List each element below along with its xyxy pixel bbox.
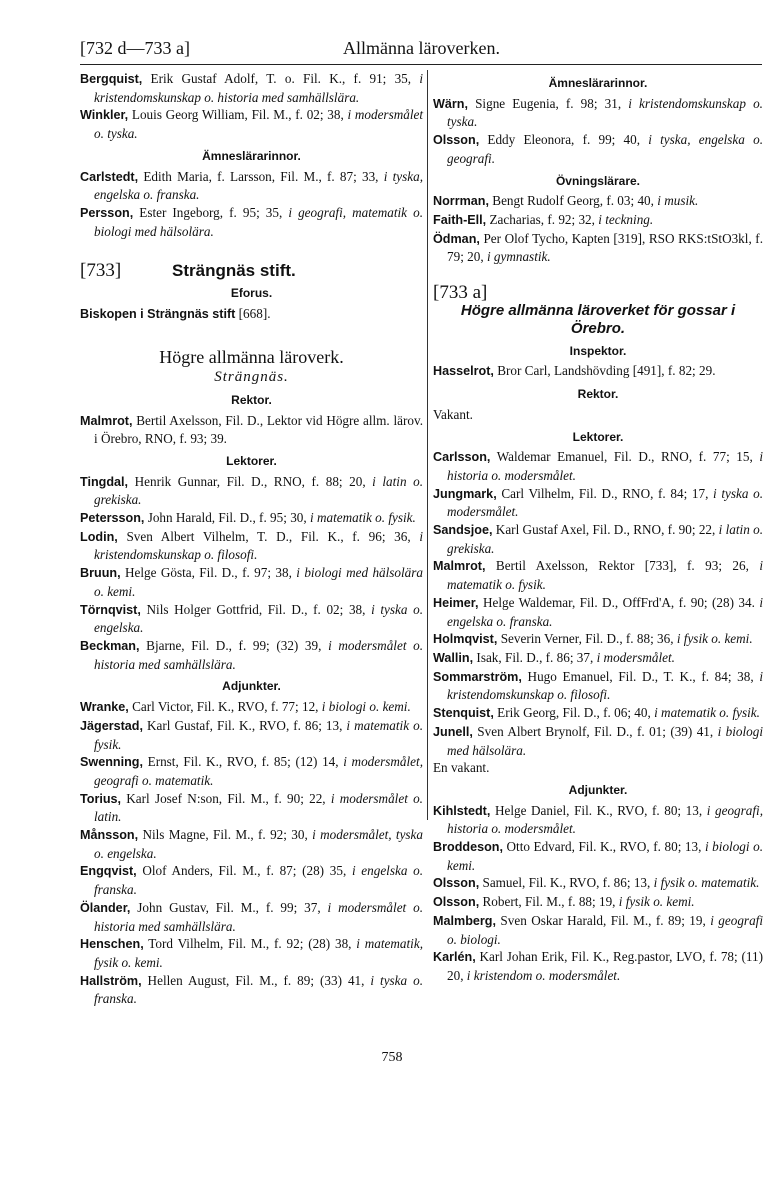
entry-subjects: i historia o. modersmålet. bbox=[447, 449, 763, 483]
entry-details: Otto Edvard, Fil. K., RVO, f. 80; 13, bbox=[502, 839, 705, 855]
directory-entry bbox=[433, 362, 763, 381]
entry-subjects: i modersmålet o. historia med samhällslära. bbox=[94, 899, 423, 934]
entry-subjects: i modersmålet o. tyska. bbox=[94, 107, 423, 142]
entry-name: Wallin, bbox=[433, 650, 474, 665]
entry-details: Signe Eugenia, f. 98; 31, bbox=[467, 95, 629, 111]
entry-subjects: i matematik o. fysik. bbox=[309, 510, 416, 526]
directory-entry bbox=[433, 485, 763, 521]
entry-details: Louis Georg William, Fil. M., f. 02; 38, bbox=[128, 107, 348, 123]
plain-text: En vakant. bbox=[433, 760, 490, 776]
entry-name: Sommarström, bbox=[433, 669, 522, 684]
entry-name: Jägerstad, bbox=[80, 718, 143, 733]
entry-subjects: i biologi med hälsolära. bbox=[447, 723, 764, 758]
directory-entry bbox=[433, 131, 763, 167]
entry-name: Swenning, bbox=[80, 755, 143, 770]
entry-subjects: i fysik o. matematik. bbox=[653, 875, 760, 891]
entry-name: Carlsson, bbox=[433, 450, 491, 465]
entry-details: Sven Albert Vilhelm, T. D., Fil. K., f. 96; 36, bbox=[117, 528, 420, 544]
entry-subjects: i matematik, fysik o. kemi. bbox=[94, 936, 423, 970]
entry-details: Helge Waldemar, Fil. D., OffFrd'A, f. 90; (28) 34. bbox=[478, 594, 760, 610]
entry-subjects: i modersmålet. bbox=[596, 649, 675, 665]
entry-details: Nils Magne, Fil. M., f. 92; 30, bbox=[138, 827, 313, 843]
entry-subjects: i musik. bbox=[657, 193, 699, 209]
entry-name: Tingdal, bbox=[80, 474, 129, 489]
entry-subjects: i tyska o. engelska. bbox=[94, 601, 423, 636]
entry-details: Sven Oskar Harald, Fil. M., f. 89; 19, bbox=[495, 912, 711, 928]
directory-entry bbox=[433, 630, 763, 649]
directory-entry bbox=[80, 168, 423, 204]
section-heading: Adjunkter. bbox=[222, 679, 281, 694]
header-section-range: [732 d—733 a] bbox=[80, 38, 190, 58]
entry-subjects: i engelska o. franska. bbox=[447, 594, 763, 629]
entry-name: Carlstedt, bbox=[80, 169, 139, 184]
entry-details: Karl Gustaf Axel, Fil. D., RNO, f. 90; 22, bbox=[492, 522, 719, 538]
entry-details: Severin Verner, Fil. D., f. 88; 36, bbox=[497, 631, 677, 647]
entry-name: Henschen, bbox=[80, 937, 144, 952]
entry-details: Bengt Rudolf Georg, f. 03; 40, bbox=[488, 193, 658, 209]
entry-name: Holmqvist, bbox=[433, 632, 498, 647]
entry-subjects: i modersmålet, tyska o. engelska. bbox=[94, 827, 423, 861]
entry-name: Beckman, bbox=[80, 638, 140, 653]
column-divider bbox=[427, 70, 428, 820]
entry-details: Carl Vilhelm, Fil. D., RNO, f. 84; 17, bbox=[496, 485, 714, 501]
directory-entry bbox=[80, 935, 423, 971]
entry-details: Bertil Axelsson, Rektor [733], f. 93; 26, bbox=[485, 558, 760, 574]
directory-entry bbox=[80, 790, 423, 826]
entry-name: Olsson, bbox=[433, 133, 480, 148]
entry-subjects: i engelska o. franska. bbox=[94, 863, 423, 898]
running-header bbox=[80, 38, 760, 64]
entry-name: Broddeson, bbox=[433, 840, 503, 855]
entry-details: Nils Holger Gottfrid, Fil. D., f. 02; 38, bbox=[140, 601, 372, 617]
entry-subjects: i latin o. grekiska. bbox=[447, 522, 763, 556]
directory-entry bbox=[433, 230, 763, 266]
plain-text: Vakant. bbox=[433, 406, 473, 422]
directory-entry bbox=[433, 448, 763, 484]
directory-entry bbox=[433, 838, 763, 874]
directory-entry bbox=[80, 826, 423, 862]
entry-details: Ester Ingeborg, f. 95; 35, bbox=[133, 204, 289, 220]
page-number: 758 bbox=[381, 1050, 403, 1065]
entry-name: Malmberg, bbox=[433, 913, 496, 928]
entry-name: Junell, bbox=[433, 724, 473, 739]
directory-entry bbox=[433, 649, 763, 668]
entry-details: John Gustav, Fil. M., f. 99; 37, bbox=[130, 899, 328, 915]
entry-name: Stenquist, bbox=[433, 706, 494, 721]
entry-details: Eddy Eleonora, f. 99; 40, bbox=[479, 132, 649, 148]
entry-subjects: i kristendomskunskap o. historia med samhällslära. bbox=[94, 71, 423, 105]
directory-entry bbox=[433, 893, 763, 912]
entry-details: Karl Josef N:son, Fil. M., f. 90; 22, bbox=[121, 790, 331, 806]
directory-entry bbox=[80, 637, 423, 673]
entry-name: Ölander, bbox=[80, 900, 131, 915]
entry-name: Jungmark, bbox=[433, 486, 497, 501]
diocese-title: Strängnäs stift. bbox=[172, 261, 296, 281]
directory-entry bbox=[80, 204, 423, 240]
entry-subjects: i fysik o. kemi. bbox=[618, 894, 695, 910]
section-heading: Rektor. bbox=[577, 387, 619, 402]
entry-subjects: i tyska, engelska o. franska. bbox=[94, 168, 423, 203]
entry-subjects: i teckning. bbox=[598, 211, 654, 227]
entry-subjects: i tyska o. franska. bbox=[94, 972, 423, 1007]
section-heading: Inspektor. bbox=[569, 343, 627, 358]
entry-subjects: i modersmålet, geografi o. matematik. bbox=[94, 754, 423, 788]
header-rule bbox=[80, 64, 762, 65]
directory-entry bbox=[80, 601, 423, 637]
entry-details: Bjarne, Fil. D., f. 99; (32) 39, bbox=[139, 637, 329, 653]
directory-entry bbox=[433, 211, 763, 230]
section-heading: Adjunkter. bbox=[568, 782, 628, 797]
directory-entry bbox=[80, 70, 423, 106]
directory-entry bbox=[433, 95, 763, 131]
directory-entry bbox=[80, 862, 423, 898]
entry-name: Sandsjoe, bbox=[433, 523, 493, 538]
entry-subjects: i modersmålet o. historia med samhällslära. bbox=[94, 637, 423, 672]
section-heading: Lektorer. bbox=[226, 453, 277, 468]
entry-subjects: i biologi o. kemi. bbox=[447, 839, 763, 873]
entry-details: Ernst, Fil. K., RVO, f. 85; (12) 14, bbox=[142, 754, 344, 770]
entry-details: [668]. bbox=[235, 305, 271, 321]
entry-name: Hallström, bbox=[80, 973, 142, 988]
entry-subjects: i matematik o. fysik. bbox=[447, 558, 763, 593]
entry-details: Sven Albert Brynolf, Fil. D., f. 01; (39) 41, bbox=[472, 723, 718, 739]
directory-entry bbox=[433, 874, 763, 893]
diocese-heading bbox=[80, 262, 423, 280]
entry-name: Månsson, bbox=[80, 828, 139, 843]
entry-details: Per Olof Tycho, Kapten [319], RSO RKS:tStO3kl, f. 79; 20, bbox=[447, 230, 763, 265]
entry-details: Robert, Fil. M., f. 88; 19, bbox=[479, 894, 619, 910]
entry-name: Norrman, bbox=[433, 194, 489, 209]
entry-subjects: i kristendomskunskap o. tyska. bbox=[447, 95, 763, 130]
entry-details: Samuel, Fil. K., RVO, f. 86; 13, bbox=[479, 875, 654, 891]
entry-name: Heimer, bbox=[433, 595, 479, 610]
directory-entry bbox=[433, 192, 763, 211]
school-location: Strängnäs. bbox=[214, 369, 289, 386]
entry-name: Olsson, bbox=[433, 876, 480, 891]
directory-entry bbox=[80, 473, 423, 509]
directory-entry bbox=[433, 521, 763, 557]
entry-subjects: i biologi med hälsolära o. kemi. bbox=[94, 565, 424, 599]
directory-entry bbox=[80, 305, 423, 324]
entry-details: Edith Maria, f. Larsson, Fil. M., f. 87; 33, bbox=[138, 168, 384, 184]
entry-name: Hasselrot, bbox=[433, 364, 494, 379]
entry-details: Henrik Gunnar, Fil. D., RNO, f. 88; 20, bbox=[128, 473, 373, 489]
entry-subjects: i biologi o. kemi. bbox=[321, 699, 411, 715]
directory-entry bbox=[80, 564, 423, 600]
right-column bbox=[433, 70, 763, 985]
entry-name: Malmrot, bbox=[433, 559, 486, 574]
entry-subjects: i geografi, matematik o. biologi med hälsolära. bbox=[94, 204, 423, 239]
entry-subjects: i latin o. grekiska. bbox=[94, 473, 424, 508]
entry-subjects: i kristendomskunskap o. filosofi. bbox=[447, 668, 763, 703]
entry-details: John Harald, Fil. D., f. 95; 30, bbox=[144, 510, 310, 526]
entry-name: Olsson, bbox=[433, 895, 480, 910]
directory-entry bbox=[433, 557, 763, 593]
entry-details: Bertil Axelsson, Fil. D., Lektor vid Högre allm. lärov. i Örebro, RNO, f. 93; 39. bbox=[94, 412, 423, 447]
entry-name: Törnqvist, bbox=[80, 602, 141, 617]
entry-name: Malmrot, bbox=[80, 413, 133, 428]
entry-subjects: i geografi, historia o. modersmålet. bbox=[447, 802, 763, 837]
entry-name: Biskopen i Strängnäs stift bbox=[80, 306, 236, 321]
entry-name: Engqvist, bbox=[80, 864, 137, 879]
directory-entry bbox=[80, 509, 423, 528]
entry-name: Wärn, bbox=[433, 96, 468, 111]
entry-name: Bruun, bbox=[80, 566, 121, 581]
entry-subjects: i fysik o. kemi. bbox=[676, 631, 753, 647]
entry-name: Kihlstedt, bbox=[433, 803, 491, 818]
entry-name: Winkler, bbox=[80, 108, 129, 123]
section-number: [733] bbox=[80, 260, 122, 282]
entry-subjects: i matematik o. fysik. bbox=[94, 717, 423, 752]
entry-name: Bergquist, bbox=[80, 72, 143, 86]
entry-subjects: i kristendom o. modersmålet. bbox=[466, 967, 621, 983]
directory-entry bbox=[433, 912, 763, 948]
entry-name: Karlén, bbox=[433, 950, 476, 965]
entry-details: Waldemar Emanuel, Fil. D., RNO, f. 77; 15, bbox=[490, 449, 760, 465]
section-heading: Ämneslärarinnor. bbox=[202, 148, 301, 163]
school-title: Högre allmänna läroverket för gossar i Örebro. bbox=[460, 301, 736, 337]
left-column bbox=[80, 70, 423, 1008]
school-title: Högre allmänna läroverk. bbox=[159, 347, 344, 368]
entry-details: Erik Gustaf Adolf, T. o. Fil. K., f. 91; 35, bbox=[142, 71, 420, 86]
entry-details: Carl Victor, Fil. K., RVO, f. 77; 12, bbox=[128, 699, 322, 715]
section-heading: Rektor. bbox=[231, 392, 272, 407]
directory-entry bbox=[80, 972, 423, 1008]
entry-details: Bror Carl, Landshövding [491], f. 82; 29. bbox=[493, 363, 716, 379]
entry-name: Torius, bbox=[80, 791, 122, 806]
directory-entry bbox=[80, 717, 423, 753]
entry-details: Hugo Emanuel, Fil. D., T. K., f. 84; 38, bbox=[521, 668, 760, 684]
section-number: [733 a] bbox=[433, 282, 488, 304]
section-heading: Lektorer. bbox=[572, 429, 624, 444]
entry-subjects: i geografi o. biologi. bbox=[447, 912, 763, 947]
directory-entry bbox=[433, 723, 763, 759]
entry-name: Ödman, bbox=[433, 231, 480, 246]
directory-entry bbox=[80, 899, 423, 935]
directory-entry bbox=[433, 668, 763, 704]
section-heading: Ämneslärarinnor. bbox=[548, 76, 648, 90]
entry-subjects: i tyska, engelska o. geografi. bbox=[447, 132, 763, 166]
entry-details: Erik Georg, Fil. D., f. 06; 40, bbox=[493, 705, 655, 721]
entry-details: Tord Vilhelm, Fil. M., f. 92; (28) 38, bbox=[143, 936, 357, 952]
entry-subjects: i gymnastik. bbox=[486, 249, 551, 265]
entry-subjects: i tyska o. modersmålet. bbox=[447, 485, 763, 520]
entry-subjects: i matematik o. fysik. bbox=[654, 705, 760, 721]
directory-entry bbox=[433, 802, 763, 838]
entry-subjects: i kristendomskunskap o. filosofi. bbox=[94, 528, 423, 563]
entry-details: Olof Anders, Fil. M., f. 87; (28) 35, bbox=[136, 863, 352, 879]
directory-entry bbox=[80, 753, 423, 789]
directory-entry bbox=[80, 412, 423, 448]
entry-details: Isak, Fil. D., f. 86; 37, bbox=[473, 649, 597, 665]
entry-details: Helge Gösta, Fil. D., f. 97; 38, bbox=[120, 565, 297, 581]
directory-entry bbox=[433, 948, 763, 984]
entry-name: Wranke, bbox=[80, 700, 129, 715]
entry-name: Petersson, bbox=[80, 511, 145, 526]
entry-subjects: i modersmålet o. latin. bbox=[94, 790, 423, 825]
directory-entry bbox=[433, 594, 763, 630]
directory-entry bbox=[80, 528, 423, 564]
entry-details: Zacharias, f. 92; 32, bbox=[486, 211, 599, 227]
directory-entry bbox=[80, 106, 423, 142]
directory-entry bbox=[433, 704, 763, 723]
section-heading: Eforus. bbox=[230, 286, 273, 301]
section-heading: Övningslärare. bbox=[555, 173, 641, 188]
entry-details: Karl Gustaf, Fil. K., RVO, f. 86; 13, bbox=[143, 717, 347, 733]
header-title: Allmänna läroverken. bbox=[343, 38, 500, 58]
entry-details: Karl Johan Erik, Fil. K., Reg.pastor, LVO, f. 78; (11) 20, bbox=[447, 949, 763, 983]
entry-name: Faith-Ell, bbox=[433, 212, 487, 227]
entry-details: Helge Daniel, Fil. K., RVO, f. 80; 13, bbox=[490, 802, 707, 818]
entry-name: Lodin, bbox=[80, 529, 118, 544]
entry-name: Persson, bbox=[80, 205, 134, 220]
directory-entry bbox=[80, 698, 423, 717]
entry-details: Hellen August, Fil. M., f. 89; (33) 41, bbox=[141, 972, 371, 988]
